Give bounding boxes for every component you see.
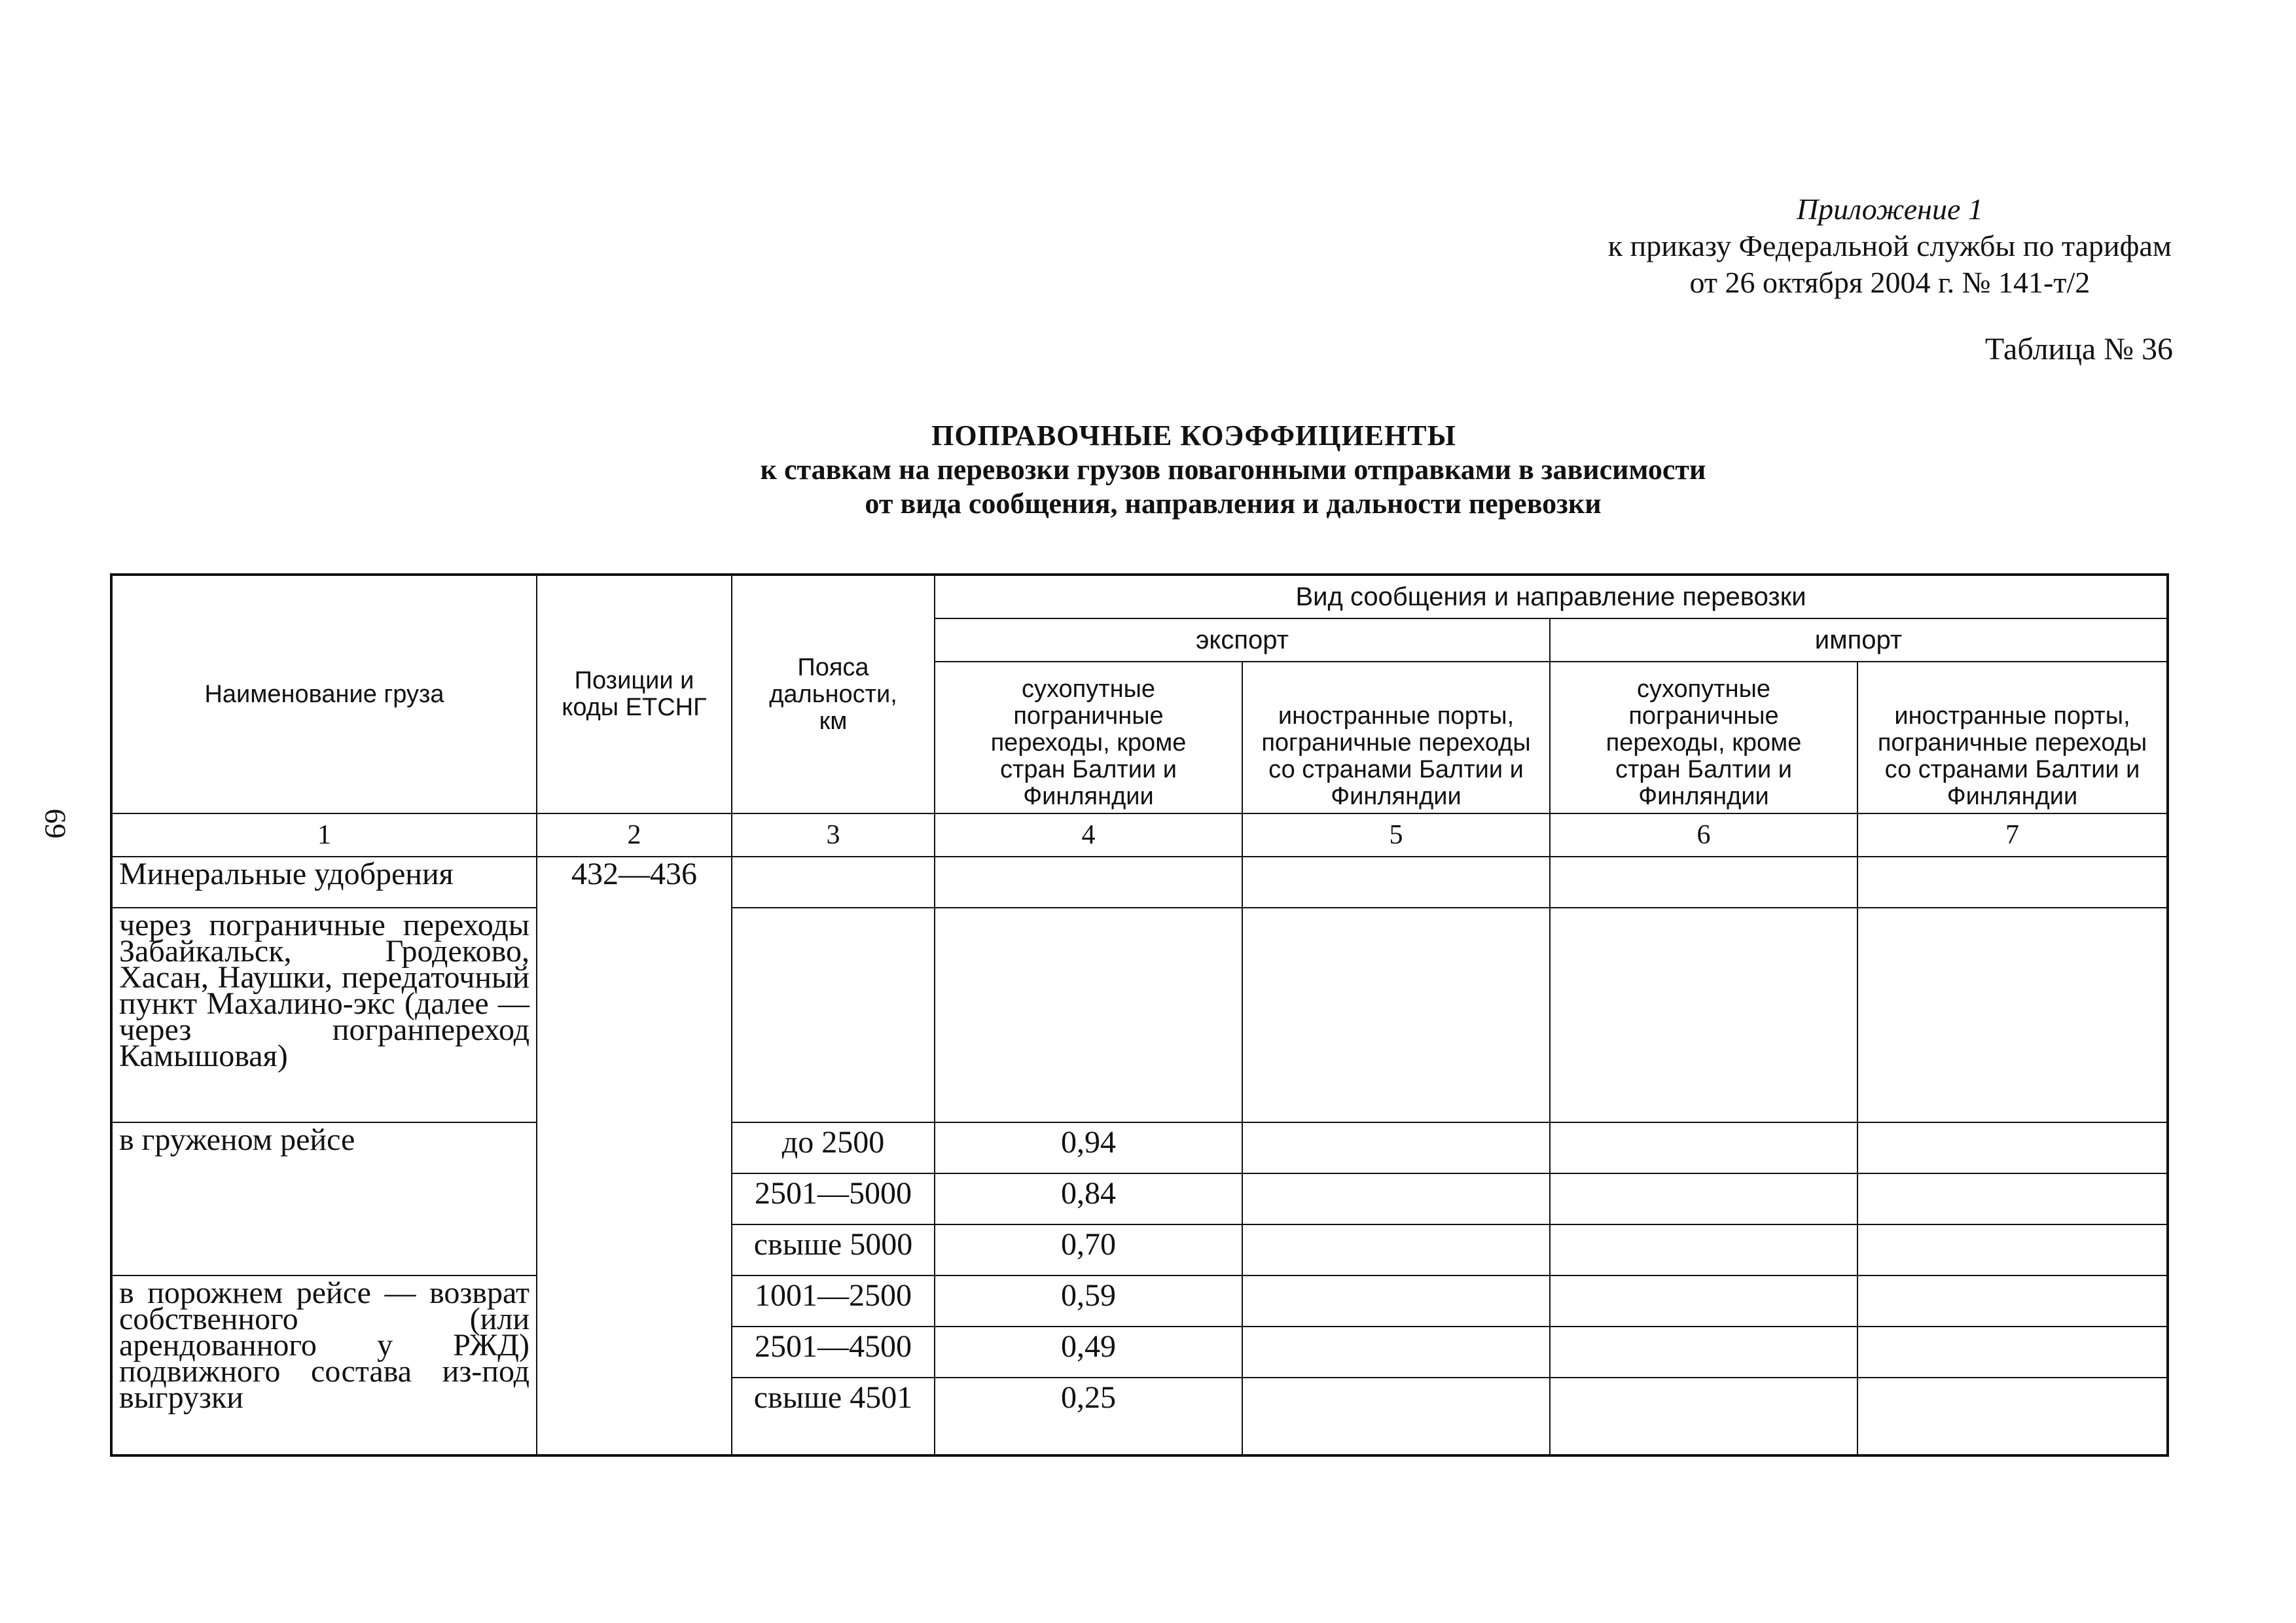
appendix-label: Приложение 1 bbox=[1796, 192, 1983, 226]
coefficients-table bbox=[110, 573, 2169, 1457]
zone-value: свыше 5000 bbox=[732, 1224, 935, 1275]
header-zones: Пояса дальности, км bbox=[732, 575, 935, 813]
header-cargo-name: Наименование груза bbox=[111, 575, 537, 813]
header-col-4: сухопутные пограничные переходы, кроме стран Балтии и Финляндии bbox=[935, 662, 1242, 813]
loaded-trip-label: в груженом рейсе bbox=[111, 1122, 537, 1275]
header-kind: Вид сообщения и направление перевозки bbox=[935, 575, 2168, 618]
header-col-5: иностранные порты, пограничные переходы со странами Балтии и Финляндии bbox=[1242, 662, 1550, 813]
via-crossings-text: через пограничные переходы Забайкальск, Гродеково, Хасан, Наушки, передаточный пункт Махалино-экс (далее — через погранпереход Камышовая) bbox=[111, 908, 537, 1122]
column-number: 1 bbox=[111, 813, 537, 857]
header-col-7: иностранные порты, пограничные переходы со странами Балтии и Финляндии bbox=[1857, 662, 2168, 813]
coefficient-value: 0,25 bbox=[935, 1378, 1242, 1455]
column-number: 5 bbox=[1242, 813, 1550, 857]
cargo-name: Минеральные удобрения bbox=[111, 857, 537, 908]
appendix-line-2: от 26 октября 2004 г. № 141-т/2 bbox=[1689, 266, 2090, 299]
appendix-block bbox=[1608, 191, 2172, 301]
zone-value: свыше 4501 bbox=[732, 1378, 935, 1455]
zone-value: 2501—4500 bbox=[732, 1327, 935, 1378]
page-number: 69 bbox=[39, 808, 73, 839]
empty-trip-label: в порожнем рейсе — возврат собственного (или арендованного у РЖД) подвижного состава из-под выгрузки bbox=[111, 1275, 537, 1455]
table-row bbox=[111, 1275, 2168, 1327]
coefficient-value: 0,70 bbox=[935, 1224, 1242, 1275]
column-number: 7 bbox=[1857, 813, 2168, 857]
title-line-1: ПОПРАВОЧНЫЕ КОЭФФИЦИЕНТЫ bbox=[931, 419, 1456, 452]
table-row bbox=[111, 1122, 2168, 1173]
document-title bbox=[0, 419, 2296, 521]
header-import: импорт bbox=[1550, 618, 2168, 662]
header-col-6: сухопутные пограничные переходы, кроме стран Балтии и Финляндии bbox=[1550, 662, 1857, 813]
coefficient-value: 0,94 bbox=[935, 1122, 1242, 1173]
title-line-2: к ставкам на перевозки грузов повагонными отправками в зависимости bbox=[760, 454, 1706, 486]
column-number: 4 bbox=[935, 813, 1242, 857]
header-positions: Позиции и коды ЕТСНГ bbox=[537, 575, 732, 813]
table-row bbox=[111, 857, 2168, 908]
coefficient-value: 0,59 bbox=[935, 1275, 1242, 1327]
zone-value: 1001—2500 bbox=[732, 1275, 935, 1327]
column-number: 2 bbox=[537, 813, 732, 857]
title-line-3: от вида сообщения, направления и дальности перевозки bbox=[865, 488, 1602, 520]
column-number: 6 bbox=[1550, 813, 1857, 857]
zone-value: до 2500 bbox=[732, 1122, 935, 1173]
column-number: 3 bbox=[732, 813, 935, 857]
header-export: экспорт bbox=[935, 618, 1550, 662]
table-number: Таблица № 36 bbox=[1984, 332, 2173, 366]
column-number-row bbox=[111, 813, 2168, 857]
table-row bbox=[111, 908, 2168, 1122]
zone-value: 2501—5000 bbox=[732, 1173, 935, 1224]
coefficient-value: 0,49 bbox=[935, 1327, 1242, 1378]
positions-value: 432—436 bbox=[537, 857, 732, 1455]
coefficient-value: 0,84 bbox=[935, 1173, 1242, 1224]
appendix-line-1: к приказу Федеральной службы по тарифам bbox=[1607, 229, 2172, 262]
